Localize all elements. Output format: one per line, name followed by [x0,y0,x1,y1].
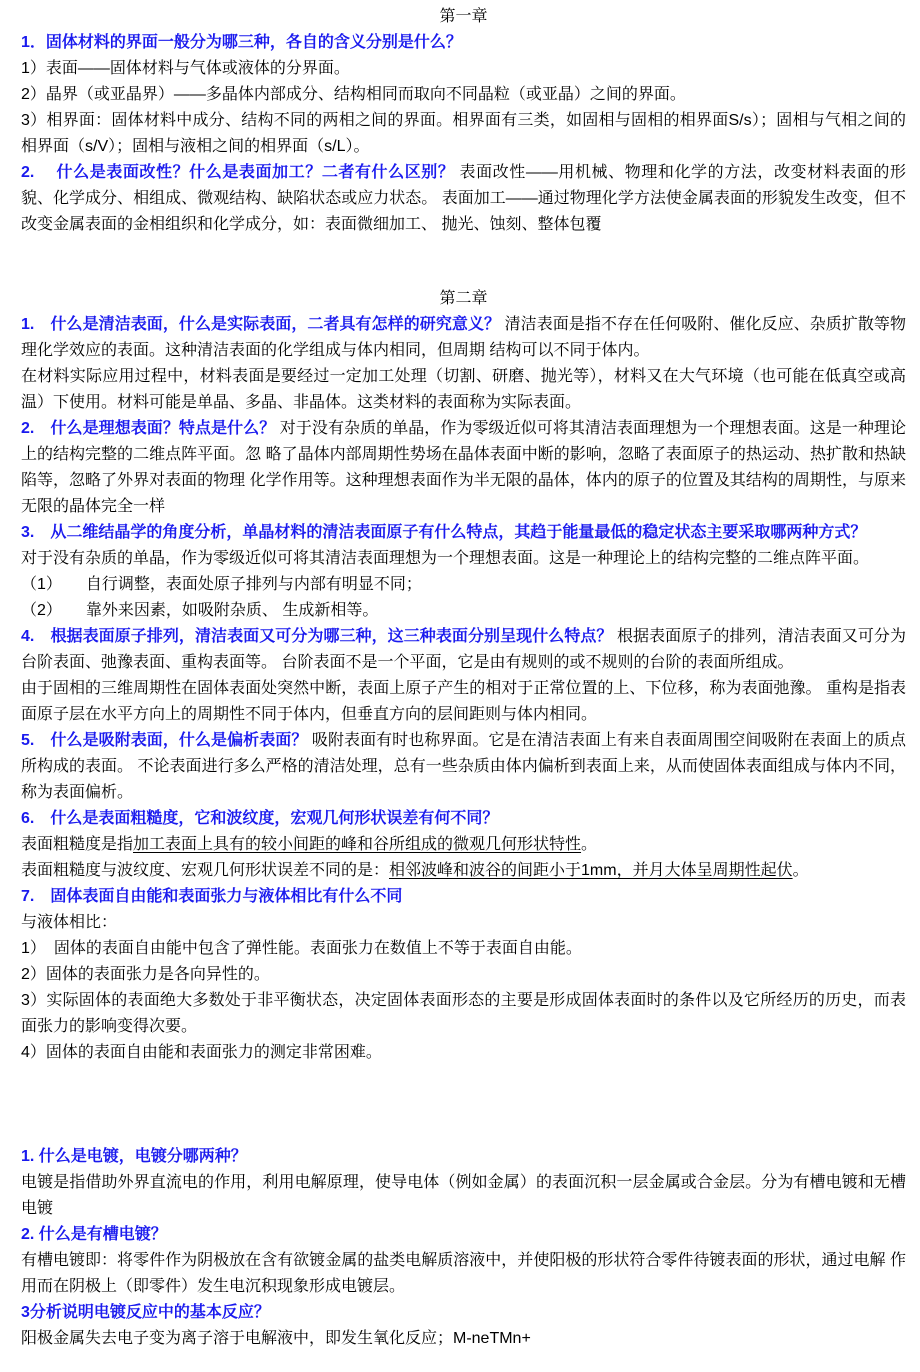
chapter-1-heading [21,4,906,30]
ch2-q7-answer-item-3 [21,988,906,1040]
question-text: 3. 从二维结晶学的角度分析，单晶材料的清洁表面原子有什么特点，其趋于能量最低的稳定状态主要采取哪两种方式？ [21,524,867,541]
ch2-q1 [21,312,906,364]
plating-q3-answer [21,1326,906,1352]
answer-text: （2） 靠外来因素，如吸附杂质、 生成新相等。 [21,602,379,619]
question-text: 2. 什么是表面改性？什么是表面加工？二者有什么区别？ [21,164,455,181]
document-body [21,4,906,1352]
answer-text: 。 [581,836,598,853]
answer-text: 表面改性——用机械、物理和化学的方法，改变材料表面的形貌、化学成分、相组成、微观结构、缺陷状态或应力状态。 表面加工——通过物理化学方法使金属表面的形貌发生改变，但不改变金属表面的金相组织和化学成分，如：表面微细加工、 抛光、蚀刻、整体包覆 [21,164,906,233]
question-text: 1．固体材料的界面一般分为哪三种，各自的含义分别是什么？ [21,34,462,51]
answer-text: 1）表面——固体材料与气体或液体的分界面。 [21,60,350,77]
ch2-q7-answer-intro [21,910,906,936]
question-text: 7. 固体表面自由能和表面张力与液体相比有什么不同 [21,888,403,905]
ch2-q4-answer-2 [21,676,906,728]
question-text: 3分析说明电镀反应中的基本反应？ [21,1304,270,1321]
ch2-q7-question [21,884,906,910]
ch2-q4 [21,624,906,676]
answer-text: 2）固体的表面张力是各向异性的。 [21,966,270,983]
ch2-q3-answer-item-2 [21,598,906,624]
question-text: 1. 什么是电镀，电镀分哪两种？ [21,1148,247,1165]
answer-text: 3）相界面：固体材料中成分、结构不同的两相之间的界面。相界面有三类，如固相与固相的相界面S/s）；固相与气相之间的相界面（s/V）；固相与液相之间的相界面（s/L）。 [21,112,906,155]
ch2-q6-answer-2 [21,858,906,884]
plating-q1-question [21,1144,906,1170]
answer-text: 与液体相比： [21,914,118,931]
question-text: 5. 什么是吸附表面，什么是偏析表面？ [21,732,308,749]
ch2-q6-answer-1 [21,832,906,858]
ch2-q3-answer-1 [21,546,906,572]
question-text: 4. 根据表面原子排列，清洁表面又可分为哪三种，这三种表面分别呈现什么特点？ [21,628,613,645]
ch2-q3-question [21,520,906,546]
ch1-q1-question [21,30,906,56]
answer-text: 表面粗糙度是指 [21,836,134,853]
answer-text: 有槽电镀即：将零件作为阴极放在含有欲镀金属的盐类电解质溶液中，并使阳极的形状符合零件待镀表面的形状，通过电解 作用而在阴极上（即零件）发生电沉积现象形成电镀层。 [21,1252,906,1295]
question-text: 1. 什么是清洁表面，什么是实际表面，二者具有怎样的研究意义？ [21,316,501,333]
answer-text: 2）晶界（或亚晶界）——多晶体内部成分、结构相同而取向不同晶粒（或亚晶）之间的界面。 [21,86,686,103]
answer-text: 4）固体的表面自由能和表面张力的测定非常困难。 [21,1044,382,1061]
ch2-q5 [21,728,906,806]
chapter-2-heading-text: 第二章 [439,290,488,307]
plating-q2-answer [21,1248,906,1300]
answer-text: 对于没有杂质的单晶，作为零级近似可将其清洁表面理想为一个理想表面。这是一种理论上的结构完整的二维点阵平面。忽 略了晶体内部周期性势场在晶体表面中断的影响，忽略了表面原子的热运动、热扩散和热缺陷等，忽略了外界对表面的物理 化学作用等。这种理想表面作为半无限的晶体，体内的原子的位置及其结构的周期性，与原来无限的晶体完全一样 [21,420,906,515]
ch1-q1-answer-item-2 [21,82,906,108]
question-text: 6. 什么是表面粗糙度，它和波纹度，宏观几何形状误差有何不同？ [21,810,499,827]
ch2-q1-answer-2 [21,364,906,416]
underlined-answer-text: 相邻波峰和波谷的间距小于1mm，并月大体呈周期性起伏 [389,862,793,879]
answer-text: 清洁表面是指不存在任何吸附、催化反应、杂质扩散等物理化学效应的表面。这种清洁表面的化学组成与体内相同，但周期 结构可以不同于体内。 [21,316,906,359]
answer-text: 在材料实际应用过程中，材料表面是要经过一定加工处理（切割、研磨、抛光等），材料又在大气环境（也可能在低真空或高 温）下使用。材料可能是单晶、多晶、非晶体。这类材料的表面称为实际表面。 [21,368,906,411]
answer-text: 电镀是指借助外界直流电的作用，利用电解原理，使导电体（例如金属）的表面沉积一层金属或合金层。分为有槽电镀和无槽 电镀 [21,1174,906,1217]
answer-text: （1） 自行调整，表面处原子排列与内部有明显不同； [21,576,422,593]
question-text: 2. 什么是理想表面？特点是什么？ [21,420,276,437]
chapter-1-heading-text: 第一章 [439,8,488,25]
ch2-q7-answer-item-1 [21,936,906,962]
underlined-answer-text: 加工表面上具有的较小间距的峰和谷所组成的微观几何形状特性 [133,836,582,853]
ch2-q3-answer-item-1 [21,572,906,598]
ch1-q1-answer-item-3 [21,108,906,160]
plating-q2-question [21,1222,906,1248]
answer-text: 由于固相的三维周期性在固体表面处突然中断，表面上原子产生的相对于正常位置的上、下位移，称为表面弛豫。 重构是指表面原子层在水平方向上的周期性不同于体内，但垂直方向的层间距则与体内相同。 [21,680,906,723]
ch2-q2 [21,416,906,520]
chapter-2-heading [21,286,906,312]
plating-q1-answer [21,1170,906,1222]
ch2-q7-answer-item-4 [21,1040,906,1066]
ch1-q1-answer-item-1 [21,56,906,82]
answer-text: 吸附表面有时也称界面。它是在清洁表面上有来自表面周围空间吸附在表面上的质点所构成的表面。 不论表面进行多么严格的清洁处理，总有一些杂质由体内偏析到表面上来，从而使固体表面组成与体内不同，称为表面偏析。 [21,732,906,801]
answer-text: 对于没有杂质的单晶，作为零级近似可将其清洁表面理想为一个理想表面。这是一种理论上的结构完整的二维点阵平面。 [21,550,870,567]
answer-text: 根据表面原子的排列，清洁表面又可分为台阶表面、弛豫表面、重构表面等。 台阶表面不是一个平面，它是由有规则的或不规则的台阶的表面所组成。 [21,628,906,671]
answer-text: 表面粗糙度与波纹度、宏观几何形状误差不同的是： [21,862,390,879]
answer-text: 1） 固体的表面自由能中包含了弹性能。表面张力在数值上不等于表面自由能。 [21,940,582,957]
answer-text: 3）实际固体的表面绝大多数处于非平衡状态，决定固体表面形态的主要是形成固体表面时的条件以及它所经历的历史，而表面张力的影响变得次要。 [21,992,906,1035]
question-text: 2. 什么是有槽电镀？ [21,1226,167,1243]
answer-text: 阳极金属失去电子变为离子溶于电解液中，即发生氧化反应；M-neTMn+ [21,1330,531,1347]
answer-text: 。 [792,862,809,879]
ch2-q6-question [21,806,906,832]
ch2-q7-answer-item-2 [21,962,906,988]
ch1-q2 [21,160,906,238]
plating-q3-question [21,1300,906,1326]
